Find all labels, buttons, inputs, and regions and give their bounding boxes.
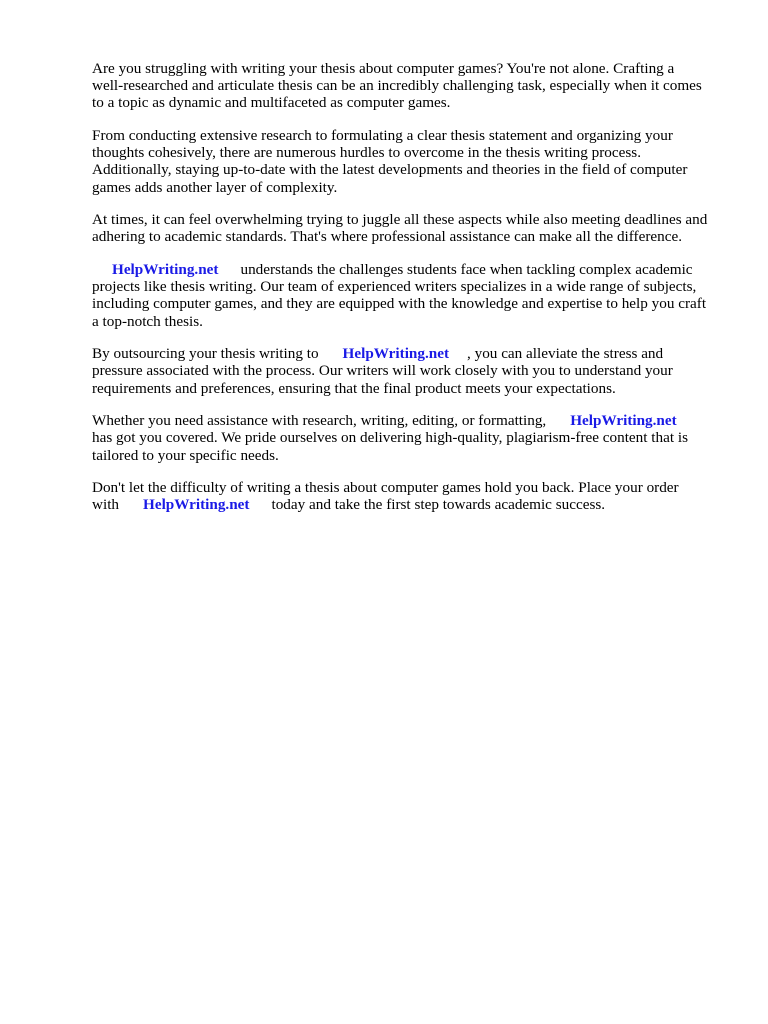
text-line: tailored to your specific needs. <box>92 446 279 464</box>
text-line: well-researched and articulate thesis can be an incredibly challenging task, especially when it comes <box>92 77 702 95</box>
text-line: thoughts cohesively, there are numerous hurdles to overcome in the thesis writing process. <box>92 144 642 162</box>
text-line: adhering to academic standards. That's where professional assistance can make all the difference. <box>92 228 683 246</box>
paragraph-challenges <box>92 127 732 196</box>
text-line: games adds another layer of complexity. <box>92 178 338 196</box>
paragraph-assistance <box>92 412 732 464</box>
text-line <box>92 496 732 513</box>
paragraph-overwhelm <box>92 211 732 245</box>
paragraph-service <box>92 261 732 330</box>
helpwriting-link[interactable]: HelpWriting.net <box>112 261 219 278</box>
text-segment: , you can alleviate the stress and <box>467 345 664 363</box>
text-line: projects like thesis writing. Our team of experienced writers specializes in a wide range of subjects, <box>92 278 697 296</box>
text-segment: By outsourcing your thesis writing to <box>92 345 319 363</box>
text-line: Additionally, staying up-to-date with the latest developments and theories in the field of computer <box>92 161 688 179</box>
text-line: Are you struggling with writing your thesis about computer games? You're not alone. Crafting a <box>92 60 675 77</box>
document-page <box>92 60 732 529</box>
text-line: pressure associated with the process. Our writers will work closely with you to understand your <box>92 362 673 380</box>
text-segment: today and take the first step towards academic success. <box>271 496 606 514</box>
text-line: including computer games, and they are equipped with the knowledge and expertise to help you craft <box>92 295 707 313</box>
text-line: a top-notch thesis. <box>92 312 203 330</box>
text-line <box>92 261 732 278</box>
helpwriting-link[interactable]: HelpWriting.net <box>570 412 677 430</box>
text-line: requirements and preferences, ensuring that the final product meets your expectations. <box>92 379 616 397</box>
helpwriting-link[interactable]: HelpWriting.net <box>143 496 250 514</box>
text-line: Don't let the difficulty of writing a thesis about computer games hold you back. Place your order <box>92 479 679 497</box>
text-line: to a topic as dynamic and multifaceted as computer games. <box>92 94 451 112</box>
text-segment: understands the challenges students face when tackling complex academic <box>240 261 693 278</box>
helpwriting-link[interactable]: HelpWriting.net <box>342 345 450 363</box>
text-line: At times, it can feel overwhelming trying to juggle all these aspects while also meeting deadlines and <box>92 211 708 229</box>
text-segment: with <box>92 496 120 514</box>
paragraph-call-to-action <box>92 479 732 513</box>
text-line <box>92 412 732 429</box>
text-line: has got you covered. We pride ourselves on delivering high-quality, plagiarism-free content that is <box>92 429 688 447</box>
paragraph-outsourcing <box>92 345 732 397</box>
text-line <box>92 345 732 362</box>
text-segment: Whether you need assistance with research, writing, editing, or formatting, <box>92 412 547 430</box>
paragraph-intro <box>92 60 732 112</box>
text-line: From conducting extensive research to formulating a clear thesis statement and organizing your <box>92 127 673 144</box>
